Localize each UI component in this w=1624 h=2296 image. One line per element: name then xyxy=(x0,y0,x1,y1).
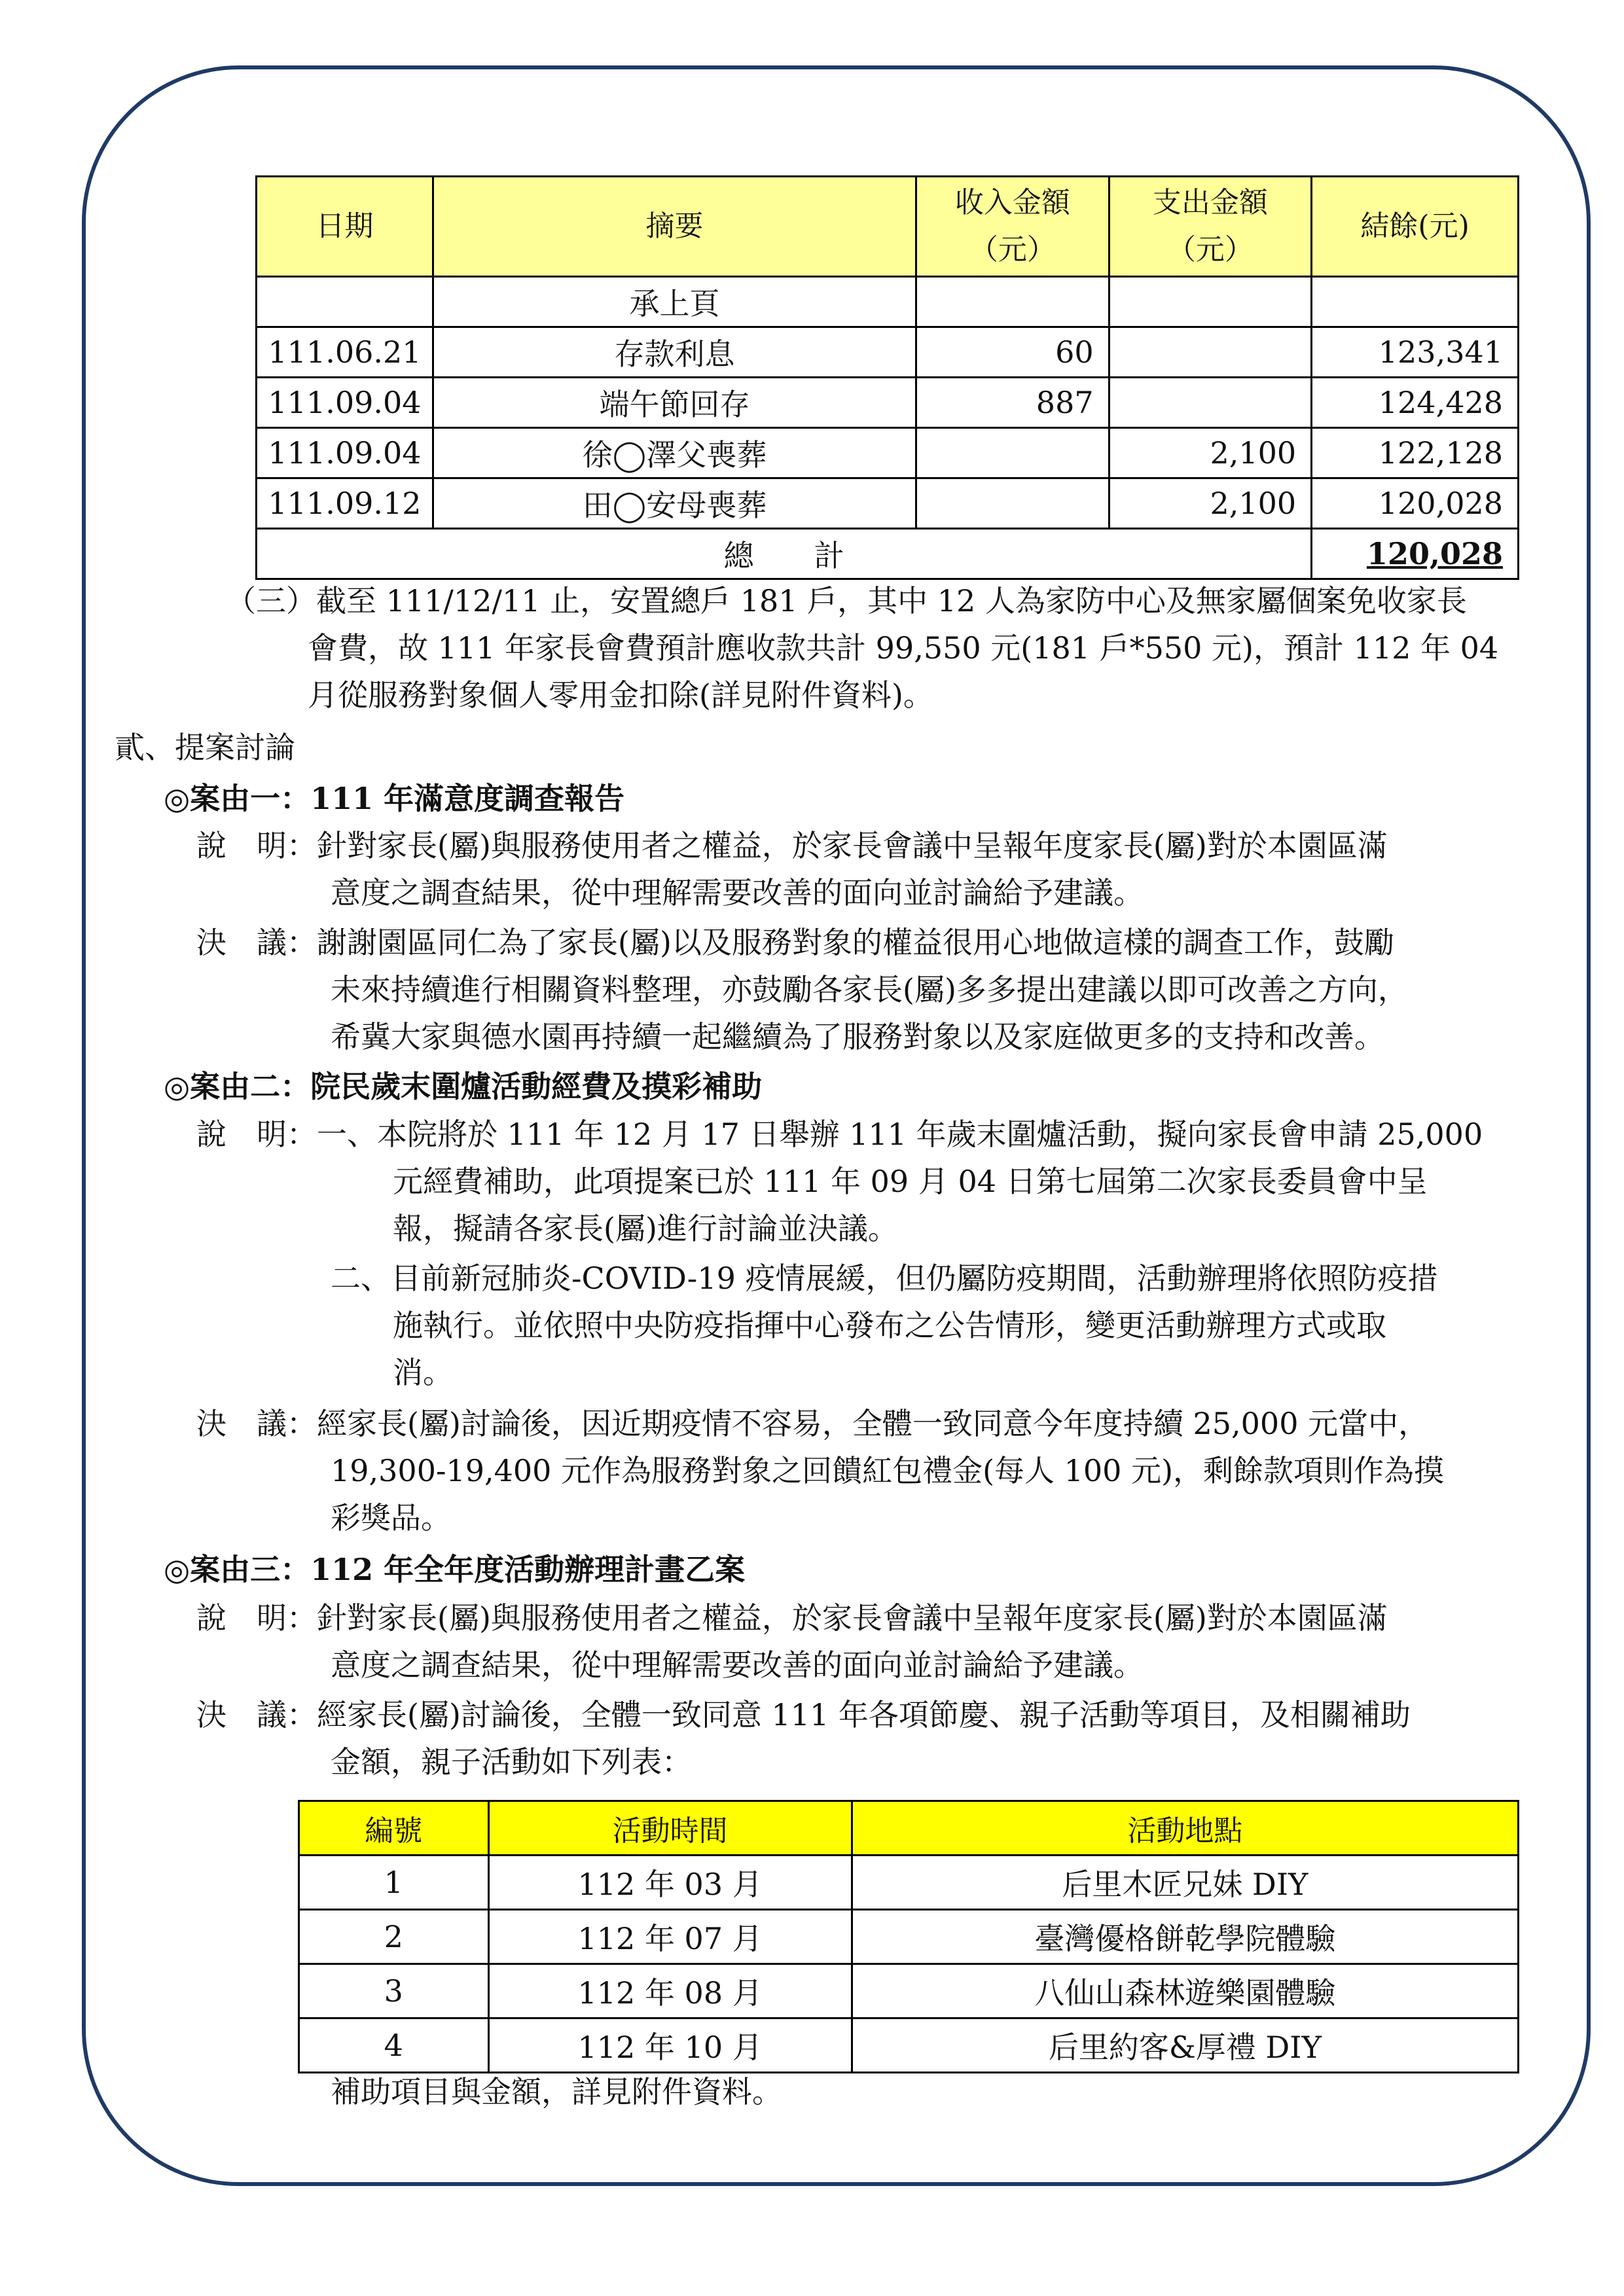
header-place: 活動地點 xyxy=(852,1801,1518,1856)
carry-over: 承上頁 xyxy=(433,277,916,327)
section-title: 貳、提案討論 xyxy=(115,730,295,765)
case3-resolve-line: 金額，親子活動如下列表： xyxy=(331,1744,692,1780)
case3-resolve-line: 決 議：經家長(屬)討論後，全體一致同意 111 年各項節慶、親子活動等項目，及相關補助 xyxy=(196,1697,1411,1732)
total-row xyxy=(257,529,1519,579)
table-row: 111.09.12 田◯安母喪葬 2,100 120,028 xyxy=(257,478,1519,529)
header-time: 活動時間 xyxy=(488,1801,852,1856)
case1-title: ◎案由一：111 年滿意度調查報告 xyxy=(164,781,625,816)
footer-note: 補助項目與金額，詳見附件資料。 xyxy=(331,2074,782,2109)
header-date: 日期 xyxy=(257,177,433,277)
table-row: 1 112 年 03 月 后里木匠兄妹 DIY xyxy=(299,1856,1519,1910)
case3-explain-line: 意度之調查結果，從中理解需要改善的面向並討論給予建議。 xyxy=(331,1647,1144,1683)
case1-resolve-line: 希冀大家與德水園再持續一起繼續為了服務對象以及家庭做更多的支持和改善。 xyxy=(331,1019,1384,1054)
header-expense: 支出金額 （元） xyxy=(1109,177,1312,277)
table-row: 3 112 年 08 月 八仙山森林遊樂園體驗 xyxy=(299,1964,1519,2018)
case2-explain-line: 施執行。並依照中央防疫指揮中心發布之公告情形，變更活動辦理方式或取 xyxy=(393,1308,1386,1343)
case1-resolve-line: 決 議：謝謝園區同仁為了家長(屬)以及服務對象的權益很用心地做這樣的調查工作，鼓勵 xyxy=(196,925,1394,960)
case3-explain-line: 說 明：針對家長(屬)與服務使用者之權益，於家長會議中呈報年度家長(屬)對於本園區滿 xyxy=(196,1600,1388,1636)
case2-explain-line: 消。 xyxy=(393,1355,453,1390)
note3-line: 會費，故 111 年家長會費預計應收款共計 99,550 元(181 戶*550 元)，預計 112 年 04 xyxy=(308,630,1499,666)
table-row: 111.09.04 端午節回存 887 124,428 xyxy=(257,378,1519,428)
table-row: 2 112 年 07 月 臺灣優格餅乾學院體驗 xyxy=(299,1910,1519,1964)
header-income: 收入金額 （元） xyxy=(916,177,1110,277)
header-balance: 結餘(元) xyxy=(1312,177,1519,277)
case2-resolve-line: 決 議：經家長(屬)討論後，因近期疫情不容易，全體一致同意今年度持續 25,000 元當中， xyxy=(196,1406,1429,1441)
case2-resolve-line: 彩獎品。 xyxy=(331,1500,451,1535)
total-label: 總 計 xyxy=(257,529,1312,579)
case2-resolve-line: 19,300-19,400 元作為服務對象之回饋紅包禮金(每人 100 元)，剩餘款項則作為摸 xyxy=(331,1453,1445,1488)
header-summary: 摘要 xyxy=(433,177,916,277)
header-number: 編號 xyxy=(299,1801,489,1856)
note3-line: 月從服務對象個人零用金扣除(詳見附件資料)。 xyxy=(308,677,933,713)
table-row xyxy=(257,277,1519,327)
activities-header-row xyxy=(299,1801,1519,1856)
activities-table xyxy=(298,1800,1519,2073)
case1-explain-line: 意度之調查結果，從中理解需要改善的面向並討論給予建議。 xyxy=(331,875,1144,910)
case1-resolve-line: 未來持續進行相關資料整理，亦鼓勵各家長(屬)多多提出建議以即可改善之方向， xyxy=(331,972,1408,1007)
case2-explain-line: 二、目前新冠肺炎-COVID-19 疫情展緩，但仍屬防疫期間，活動辦理將依照防疫措 xyxy=(331,1261,1438,1296)
ledger-header-row xyxy=(257,177,1519,277)
case2-explain-line: 說 明：一、本院將於 111 年 12 月 17 日舉辦 111 年歲末圍爐活動，擬向家長會申請 25,000 xyxy=(196,1117,1483,1152)
case3-title: ◎案由三：112 年全年度活動辦理計畫乙案 xyxy=(164,1552,746,1587)
total-value: 120,028 xyxy=(1312,529,1519,579)
case2-explain-line: 報，擬請各家長(屬)進行討論並決議。 xyxy=(393,1211,898,1246)
case1-explain-line: 說 明：針對家長(屬)與服務使用者之權益，於家長會議中呈報年度家長(屬)對於本園區滿 xyxy=(196,828,1388,863)
note3-line: （三）截至 111/12/11 止，安置總戶 181 戶，其中 12 人為家防中心及無家屬個案免收家長 xyxy=(226,583,1467,619)
table-row: 111.06.21 存款利息 60 123,341 xyxy=(257,327,1519,378)
table-row: 4 112 年 10 月 后里約客&厚禮 DIY xyxy=(299,2018,1519,2073)
table-row: 111.09.04 徐◯澤父喪葬 2,100 122,128 xyxy=(257,428,1519,478)
ledger-table xyxy=(255,175,1519,580)
case2-title: ◎案由二：院民歲末圍爐活動經費及摸彩補助 xyxy=(164,1069,763,1104)
case2-explain-line: 元經費補助，此項提案已於 111 年 09 月 04 日第七屆第二次家長委員會中呈 xyxy=(393,1164,1428,1199)
